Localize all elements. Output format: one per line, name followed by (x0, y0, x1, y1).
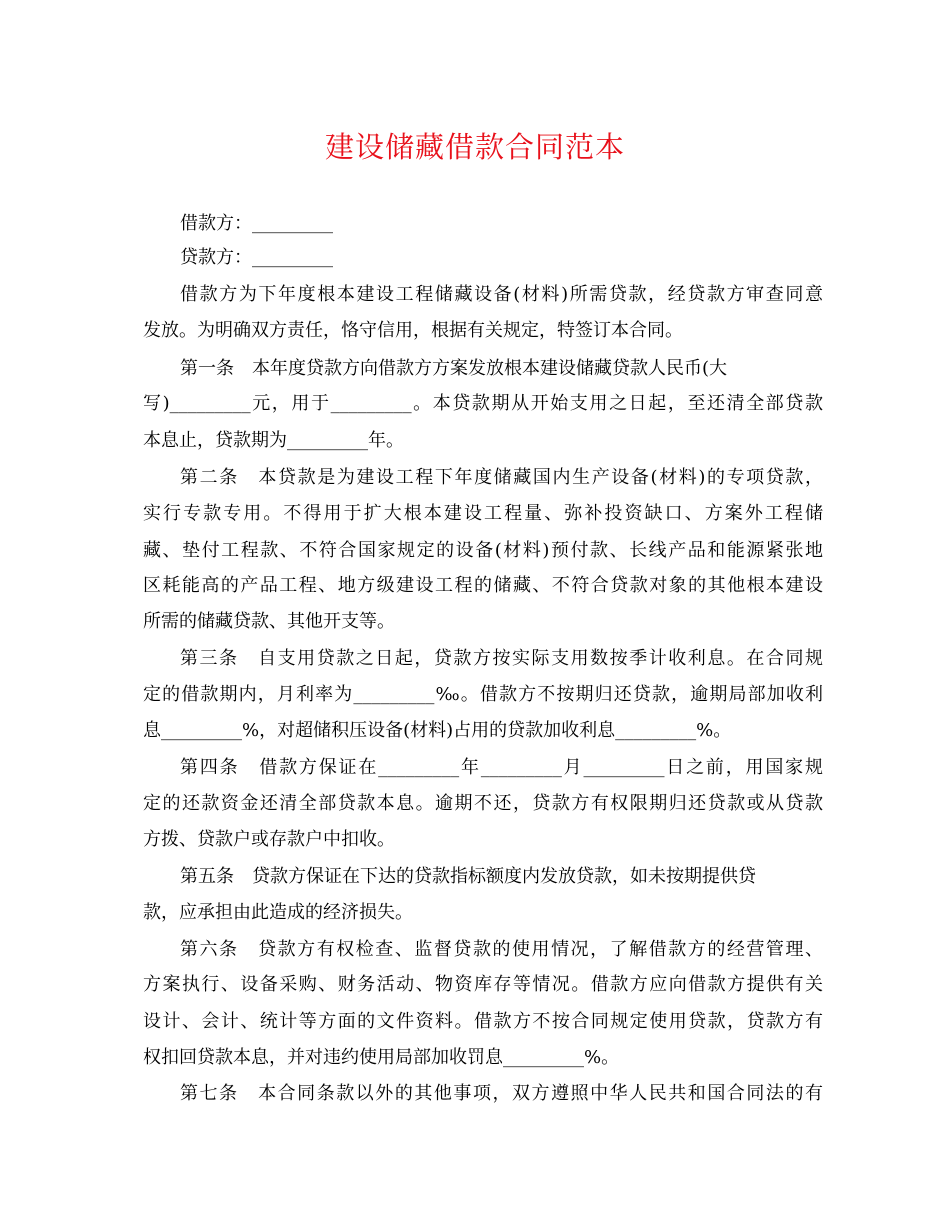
preamble-line: 借款方为下年度根本建设工程储藏设备(材料)所需贷款，经贷款方审查同意 (180, 284, 823, 305)
article-2-line: 所需的储藏贷款、其他开支等。 (143, 611, 395, 632)
article-6-line: 设计、会计、统计等方面的文件资料。借款方不按合同规定使用贷款，贷款方有 (143, 1011, 823, 1032)
article-1-line: 本息止，贷款期为_________年。 (143, 430, 404, 451)
article-6-line: 权扣回贷款本息，并对违约使用局部加收罚息_________%。 (143, 1047, 620, 1068)
article-2-line: 第二条 本贷款是为建设工程下年度储藏国内生产设备(材料)的专项贷款， (180, 467, 823, 488)
article-4-line: 第四条 借款方保证在_________年_________月_________日之前，用国家规 (180, 757, 823, 778)
lender-line: 贷款方：_________ (180, 247, 333, 268)
preamble-line: 发放。为明确双方责任，恪守信用，根据有关规定，特签订本合同。 (143, 320, 683, 341)
document-title: 建设储藏借款合同范本 (324, 130, 625, 164)
article-5-line: 第五条 贷款方保证在下达的贷款指标额度内发放贷款，如未按期提供贷 (180, 866, 756, 887)
article-4-line: 定的还款资金还清全部贷款本息。逾期不还，贷款方有权限期归还贷款或从贷款 (143, 793, 823, 814)
article-6-line: 第六条 贷款方有权检查、监督贷款的使用情况，了解借款方的经营管理、 (180, 939, 823, 960)
article-6-line: 方案执行、设备采购、财务活动、物资库存等情况。借款方应向借款方提供有关 (143, 974, 823, 995)
article-4-line: 方拨、贷款户或存款户中扣收。 (143, 829, 395, 850)
article-5-line: 款，应承担由此造成的经济损失。 (143, 902, 413, 923)
article-3-line: 定的借款期内，月利率为_________‰。借款方不按期归还贷款，逾期局部加收利 (143, 684, 823, 705)
article-2-line: 实行专款专用。不得用于扩大根本建设工程量、弥补投资缺口、方案外工程储 (143, 503, 823, 524)
article-3-line: 息_________%，对超储积压设备(材料)占用的贷款加收利息_________%。 (143, 720, 732, 741)
article-2-line: 区耗能高的产品工程、地方级建设工程的储藏、不符合贷款对象的其他根本建设 (143, 575, 823, 596)
article-2-line: 藏、垫付工程款、不符合国家规定的设备(材料)预付款、长线产品和能源紧张地 (143, 540, 823, 561)
article-1-line: 第一条 本年度贷款方向借款方方案发放根本建设储藏贷款人民币(大 (180, 358, 728, 379)
article-7-line: 第七条 本合同条款以外的其他事项，双方遵照中华人民共和国合同法的有 (180, 1083, 823, 1104)
article-1-line: 写)_________元，用于_________。本贷款期从开始支用之日起，至还清全部贷款 (143, 393, 823, 414)
article-3-line: 第三条 自支用贷款之日起，贷款方按实际支用数按季计收利息。在合同规 (180, 648, 823, 669)
borrower-line: 借款方：_________ (180, 213, 333, 234)
